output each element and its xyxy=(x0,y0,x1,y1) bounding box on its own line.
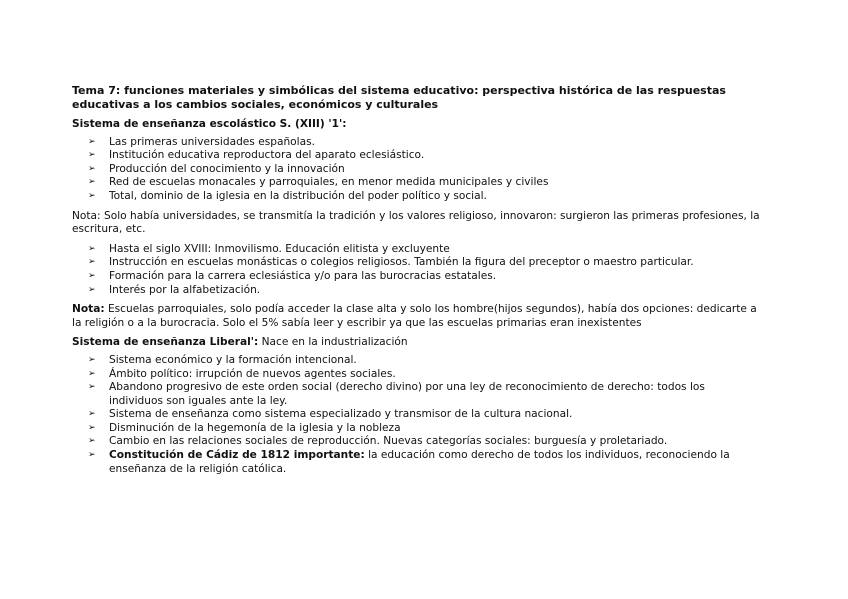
list-item: ➢ Sistema económico y la formación intencional. xyxy=(88,353,357,366)
note-label: Nota: xyxy=(72,303,105,316)
section1-note-2: Nota: Escuelas parroquiales, solo podía acceder la clase alta y solo los hombre(hijos segundos), había dos opciones: dedicarte a la religión o a la burocracia. Solo el 5% sabía leer y escribir ya que las escuelas primarias eran inexistentes xyxy=(72,303,757,329)
list-item: ➢ Producción del conocimiento y la innovación xyxy=(88,162,345,175)
section1-list-2 xyxy=(72,243,762,297)
list-item: ➢ Red de escuelas monacales y parroquiales, en menor medida municipales y civiles xyxy=(88,176,549,189)
section1-note: Nota: Solo había universidades, se transmitía la tradición y los valores religioso, innovaron: surgieron las primeras profesiones, la escritura, etc. xyxy=(72,209,760,236)
list-item: ➢ Hasta el siglo XVIII: Inmovilismo. Educación elitista y excluyente xyxy=(88,242,450,255)
arrow-bullet-icon: ➢ xyxy=(88,368,96,379)
arrow-bullet-icon: ➢ xyxy=(88,270,96,281)
arrow-bullet-icon: ➢ xyxy=(88,136,96,147)
list-item: ➢ Ámbito político: irrupción de nuevos agentes sociales. xyxy=(88,367,396,380)
list-item: ➢ Sistema de enseñanza como sistema especializado y transmisor de la cultura nacional. xyxy=(88,408,573,421)
list-item: ➢ Las primeras universidades españolas. xyxy=(88,135,315,148)
list-item: ➢ Abandono progresivo de este orden social (derecho divino) por una ley de reconocimiento de derecho: todos los individuos son iguales ante la ley. xyxy=(88,381,705,407)
arrow-bullet-icon: ➢ xyxy=(88,436,96,447)
arrow-bullet-icon: ➢ xyxy=(88,163,96,174)
arrow-bullet-icon: ➢ xyxy=(88,422,96,433)
document-title: Tema 7: funciones materiales y simbólicas del sistema educativo: perspectiva histórica de las respuestas educativas a los cambios sociales, económicos y culturales xyxy=(72,84,726,111)
list-item: ➢ Instrucción en escuelas monásticas o colegios religiosos. También la figura del preceptor o maestro particular. xyxy=(88,256,694,269)
list-item: ➢ Cambio en las relaciones sociales de reproducción. Nuevas categorías sociales: burguesía y proletariado. xyxy=(88,435,668,448)
list-item: ➢ Institución educativa reproductora del aparato eclesiástico. xyxy=(88,149,425,162)
arrow-bullet-icon: ➢ xyxy=(88,190,96,201)
document-body xyxy=(72,84,762,482)
list-item: ➢ Formación para la carrera eclesiástica y/o para las burocracias estatales. xyxy=(88,269,497,282)
section1-heading: Sistema de enseñanza escolástico S. (XIII) '1': xyxy=(72,118,347,130)
arrow-bullet-icon: ➢ xyxy=(88,257,96,268)
section1-list xyxy=(72,136,762,204)
list-item: ➢ Total, dominio de la iglesia en la distribución del poder político y social. xyxy=(88,189,487,202)
arrow-bullet-icon: ➢ xyxy=(88,243,96,254)
arrow-bullet-icon: ➢ xyxy=(88,382,96,393)
section2-list xyxy=(72,354,762,476)
arrow-bullet-icon: ➢ xyxy=(88,150,96,161)
arrow-bullet-icon: ➢ xyxy=(88,450,96,461)
arrow-bullet-icon: ➢ xyxy=(88,284,96,295)
list-item: ➢ Disminución de la hegemonía de la iglesia y la nobleza xyxy=(88,421,401,434)
list-item: ➢ Constitución de Cádiz de 1812 importante: la educación como derecho de todos los individuos, reconociendo la enseñanza de la religión católica. xyxy=(88,449,730,475)
list-item: ➢ Interés por la alfabetización. xyxy=(88,283,261,296)
arrow-bullet-icon: ➢ xyxy=(88,354,96,365)
arrow-bullet-icon: ➢ xyxy=(88,177,96,188)
arrow-bullet-icon: ➢ xyxy=(88,409,96,420)
section2-heading: Sistema de enseñanza Liberal': Nace en la industrialización xyxy=(72,336,408,349)
